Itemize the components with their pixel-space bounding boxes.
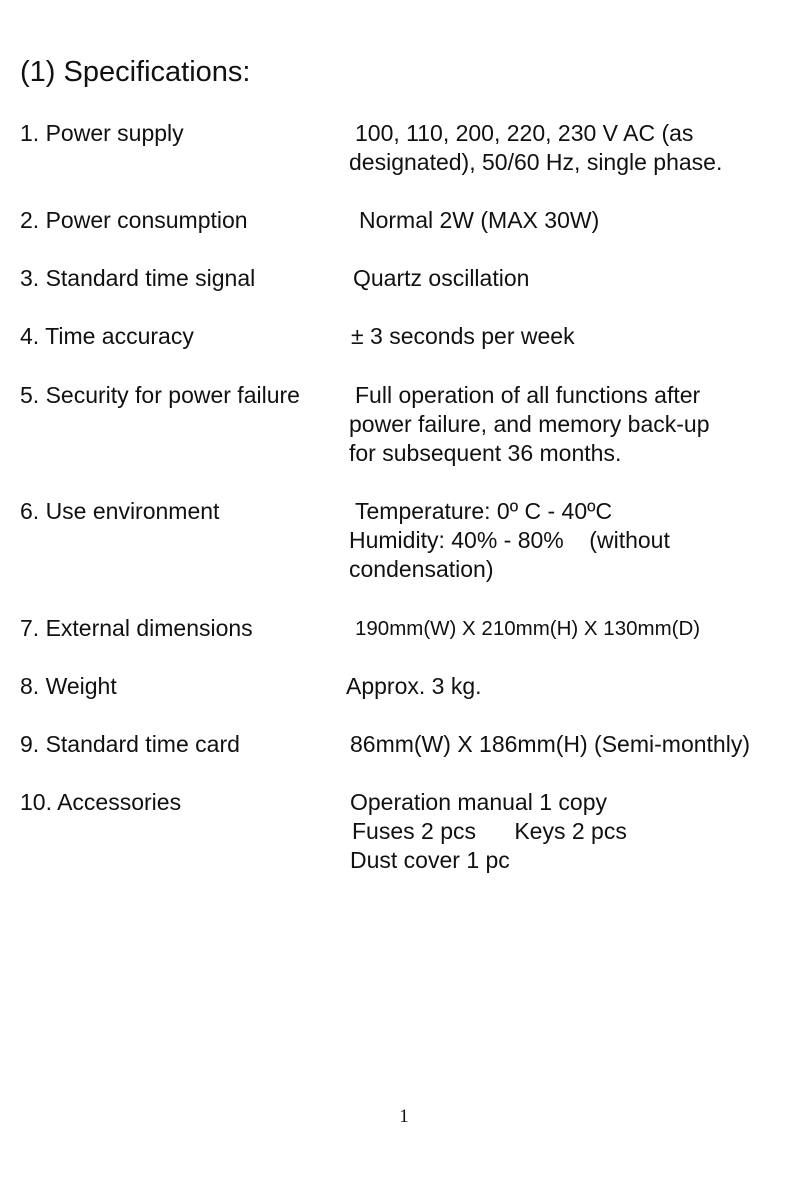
spec-value-line: Dust cover 1 pc xyxy=(350,847,510,873)
spec-value-line: Humidity: 40% - 80% (without xyxy=(349,527,670,553)
spec-label: 5. Security for power failure xyxy=(20,382,300,408)
spec-value-line: 86mm(W) X 186mm(H) (Semi-monthly) xyxy=(350,731,750,757)
page-title: (1) Specifications: xyxy=(20,56,251,88)
spec-value-line: Normal 2W (MAX 30W) xyxy=(359,207,600,233)
spec-value-line: power failure, and memory back-up xyxy=(349,411,710,437)
spec-value-line: Temperature: 0º C - 40ºC xyxy=(355,498,613,524)
spec-label: 3. Standard time signal xyxy=(20,265,256,291)
spec-value-line: 100, 110, 200, 220, 230 V AC (as xyxy=(355,120,694,146)
spec-value xyxy=(355,614,700,643)
spec-value xyxy=(359,206,599,235)
spec-value-line: 190mm(W) X 210mm(H) X 130mm(D) xyxy=(355,617,701,640)
spec-value xyxy=(349,119,722,177)
spec-value-line: designated), 50/60 Hz, single phase. xyxy=(349,149,723,175)
page-number: 1 xyxy=(399,1106,409,1127)
spec-value xyxy=(349,497,670,584)
spec-value-line: ± 3 seconds per week xyxy=(351,323,575,349)
spec-label: 4. Time accuracy xyxy=(20,323,194,349)
spec-label: 1. Power supply xyxy=(20,120,184,146)
spec-value-line: Approx. 3 kg. xyxy=(346,673,482,699)
spec-label: 9. Standard time card xyxy=(20,731,240,757)
spec-value-line: condensation) xyxy=(349,556,494,582)
spec-value xyxy=(353,264,529,293)
spec-value xyxy=(349,381,710,468)
spec-label: 6. Use environment xyxy=(20,498,220,524)
spec-label: 10. Accessories xyxy=(20,789,182,815)
spec-value-line: for subsequent 36 months. xyxy=(349,440,622,466)
spec-label: 2. Power consumption xyxy=(20,207,248,233)
spec-label: 7. External dimensions xyxy=(20,615,253,641)
spec-value xyxy=(346,672,482,701)
spec-value-line: Full operation of all functions after xyxy=(355,382,701,408)
spec-value-line: Fuses 2 pcs Keys 2 pcs xyxy=(352,818,627,844)
spec-label: 8. Weight xyxy=(20,673,117,699)
spec-value xyxy=(351,322,575,351)
spec-value xyxy=(350,730,750,759)
spec-value-line: Quartz oscillation xyxy=(353,265,530,291)
spec-value-line: Operation manual 1 copy xyxy=(350,789,607,815)
spec-value xyxy=(350,788,627,875)
